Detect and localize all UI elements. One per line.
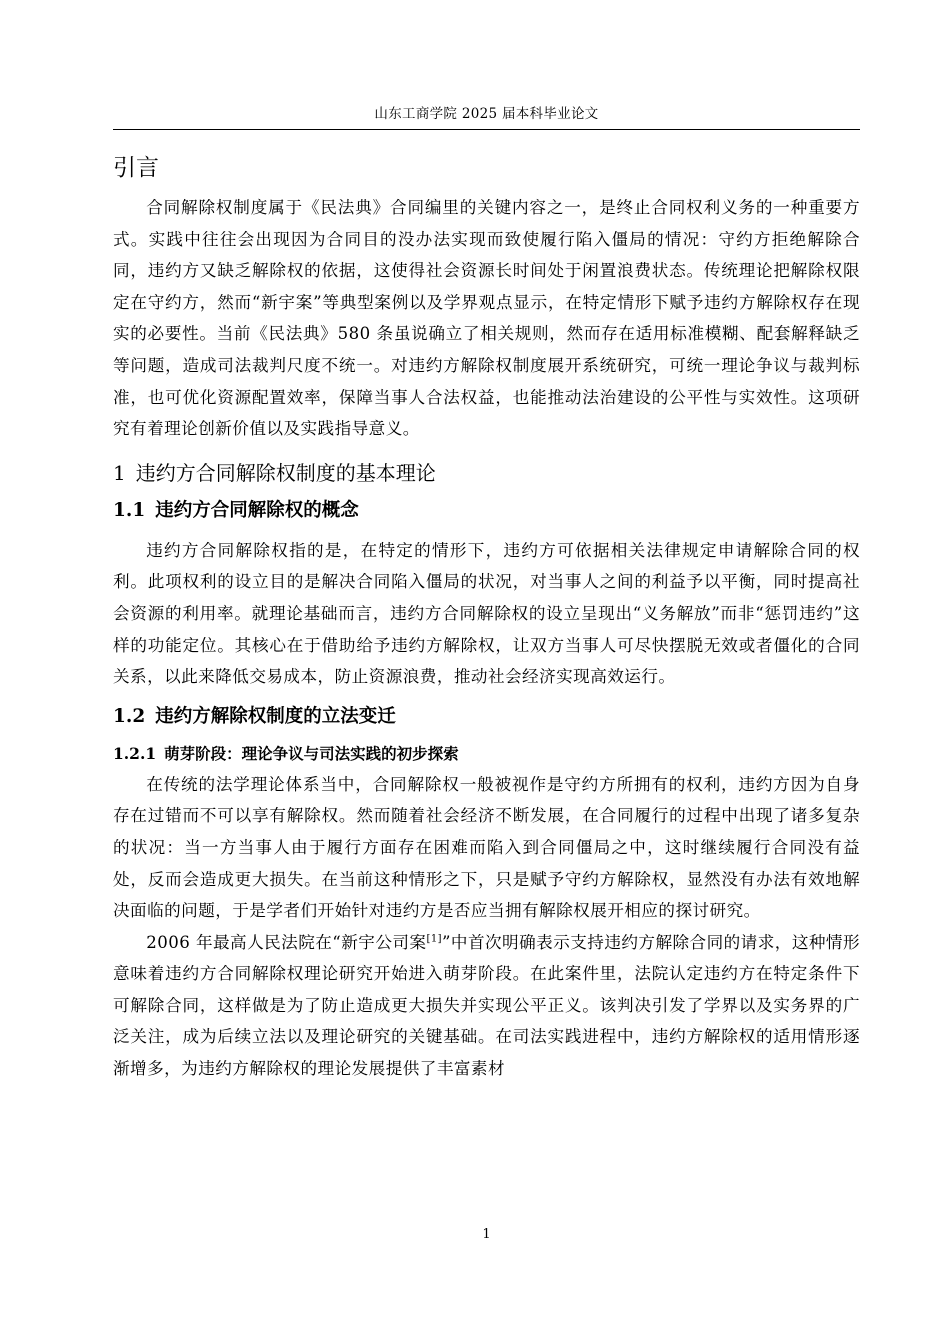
page-number: 1	[482, 1227, 491, 1242]
section-1-2-heading	[113, 703, 860, 731]
section-1-2-number: 1.2	[113, 705, 146, 727]
paragraph-2-text-after-citation: ”中首次明确表示支持违约方解除合同的请求，这种情形意味着违约方合同解除权理论研究开始进入萌芽阶段。在此案件里，法院认定违约方在特定条件下可解除合同，这样做是为了防止造成更大损失并实现公平正义。该判决引发了学界以及实务界的广泛关注，成为后续立法以及理论研究的关键基础。在司法实践进程中，违约方解除权的适用情形逐渐增多，为违约方解除权的理论发展提供了丰富素材	[113, 932, 860, 1079]
section-1-heading	[113, 459, 860, 487]
section-1-1-title: 违约方合同解除权的概念	[155, 499, 359, 521]
section-1-title: 违约方合同解除权制度的基本理论	[135, 460, 436, 485]
section-1-2-title: 违约方解除权制度的立法变迁	[155, 705, 396, 727]
paragraph-2-text-before-citation: 2006 年最高人民法院在“新宇公司案	[146, 932, 427, 952]
header-rule	[113, 129, 860, 130]
section-1-2-1-title: 萌芽阶段：理论争议与司法实践的初步探索	[164, 744, 459, 763]
section-1-2-1-heading	[113, 741, 860, 767]
section-1-2-1-paragraph-1: 在传统的法学理论体系当中，合同解除权一般被视作是守约方所拥有的权利，违约方因为自身存在过错而不可以享有解除权。然而随着社会经济不断发展，在合同履行的过程中出现了诸多复杂的状况：当一方当事人由于履行方面存在困难而陷入到合同僵局之中，这时继续履行合同没有益处，反而会造成更大损失。在当前这种情形之下，只是赋予守约方解除权，显然没有办法有效地解决面临的问题，于是学者们开始针对违约方是否应当拥有解除权展开相应的探讨研究。	[113, 774, 860, 921]
page-body	[113, 148, 860, 1085]
section-1-2-1-number: 1.2.1	[113, 743, 157, 763]
intro-paragraph: 合同解除权制度属于《民法典》合同编里的关键内容之一，是终止合同权利义务的一种重要方式。实践中往往会出现因为合同目的没办法实现而致使履行陷入僵局的情况：守约方拒绝解除合同，违约方又缺乏解除权的依据，这使得社会资源长时间处于闲置浪费状态。传统理论把解除权限定在守约方，然而“新宇案”等典型案例以及学界观点显示，在特定情形下赋予违约方解除权存在现实的必要性。当前《民法典》580 条虽说确立了相关规则，然而存在适用标准模糊、配套解释缺乏等问题，造成司法裁判尺度不统一。对违约方解除权制度展开系统研究，可统一理论争议与裁判标准，也可优化资源配置效率，保障当事人合法权益，也能推动法治建设的公平性与实效性。这项研究有着理论创新价值以及实践指导意义。	[113, 198, 860, 439]
section-1-1-paragraph: 违约方合同解除权指的是，在特定的情形下，违约方可依据相关法律规定申请解除合同的权利。此项权利的设立目的是解决合同陷入僵局的状况，对当事人之间的利益予以平衡，同时提高社会资源的利用率。就理论基础而言，违约方合同解除权的设立呈现出“义务解放”而非“惩罚违约”这样的功能定位。其核心在于借助给予违约方解除权，让双方当事人可尽快摆脱无效或者僵化的合同关系，以此来降低交易成本，防止资源浪费，推动社会经济实现高效运行。	[113, 540, 860, 687]
section-1-2-1-paragraph-2	[113, 927, 860, 1085]
intro-heading: 引言	[113, 155, 159, 181]
section-1-1-number: 1.1	[113, 499, 146, 521]
citation-reference[interactable]: [1]	[426, 933, 442, 945]
running-header: 山东工商学院 2025 届本科毕业论文	[374, 106, 599, 122]
section-1-number: 1	[113, 460, 126, 485]
section-1-1-heading	[113, 497, 860, 525]
